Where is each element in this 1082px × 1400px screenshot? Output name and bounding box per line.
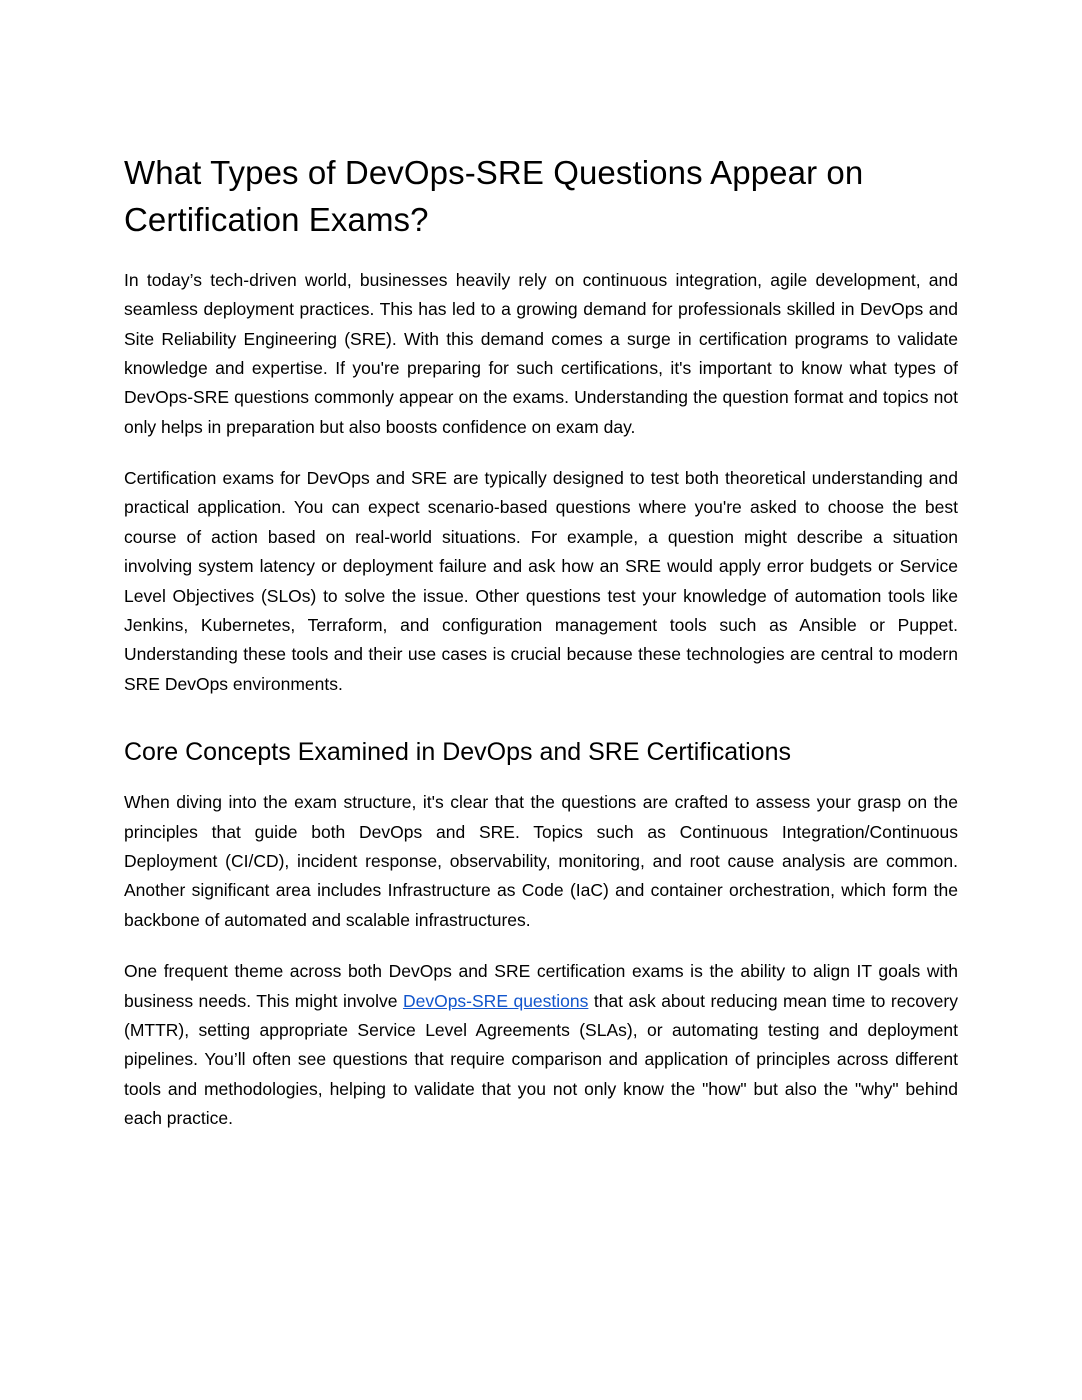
- paragraph-core-concepts: When diving into the exam structure, it's clear that the questions are crafted to assess your grasp on the principles that guide both DevOps and SRE. Topics such as Continuous Integration/Continuous Deployment (CI/CD), incident response, observability, monitoring, and root cause analysis are common. Another significant area includes Infrastructure as Code (IaC) and container orchestration, which form the backbone of automated and scalable infrastructures.: [124, 792, 958, 930]
- paragraph-intro: In today’s tech-driven world, businesses heavily rely on continuous integration, agile development, and seamless deployment practices. This has led to a growing demand for professionals skilled in DevOps and Site Reliability Engineering (SRE). With this demand comes a surge in certification programs to validate knowledge and expertise. If you're preparing for such certifications, it's important to know what types of DevOps-SRE questions commonly appear on the exams. Understanding the question format and topics not only helps in preparation but also boosts confidence on exam day.: [124, 269, 958, 437]
- section-heading-core-concepts: Core Concepts Examined in DevOps and SRE Certifications: [124, 738, 791, 767]
- paragraph-text-before-link: One frequent theme across both DevOps and SRE certification exams is the ability to align IT goals with business needs. This might involve: [124, 961, 958, 1011]
- page-title: What Types of DevOps-SRE Questions Appear on Certification Exams?: [124, 154, 864, 238]
- devops-sre-questions-link[interactable]: DevOps-SRE questions: [402, 990, 589, 1011]
- paragraph-exam-design: Certification exams for DevOps and SRE are typically designed to test both theoretical understanding and practical application. You can expect scenario-based questions where you're asked to choose the best course of action based on real-world situations. For example, a question might describe a situation involving system latency or deployment failure and ask how an SRE would apply error budgets or Service Level Objectives (SLOs) to solve the issue. Other questions test your knowledge of automation tools like Jenkins, Kubernetes, Terraform, and configuration management tools such as Ansible or Puppet. Understanding these tools and their use cases is crucial because these technologies are central to modern SRE DevOps environments.: [124, 468, 958, 694]
- paragraph-business-alignment: [124, 957, 958, 1133]
- paragraph-text-after-link: that ask about reducing mean time to recovery (MTTR), setting appropriate Service Level Agreements (SLAs), or automating testing and deployment pipelines. You’ll often see questions that require comparison and application of principles across different tools and methodologies, helping to validate that you not only know the "how" but also the "why" behind each practice.: [124, 990, 958, 1129]
